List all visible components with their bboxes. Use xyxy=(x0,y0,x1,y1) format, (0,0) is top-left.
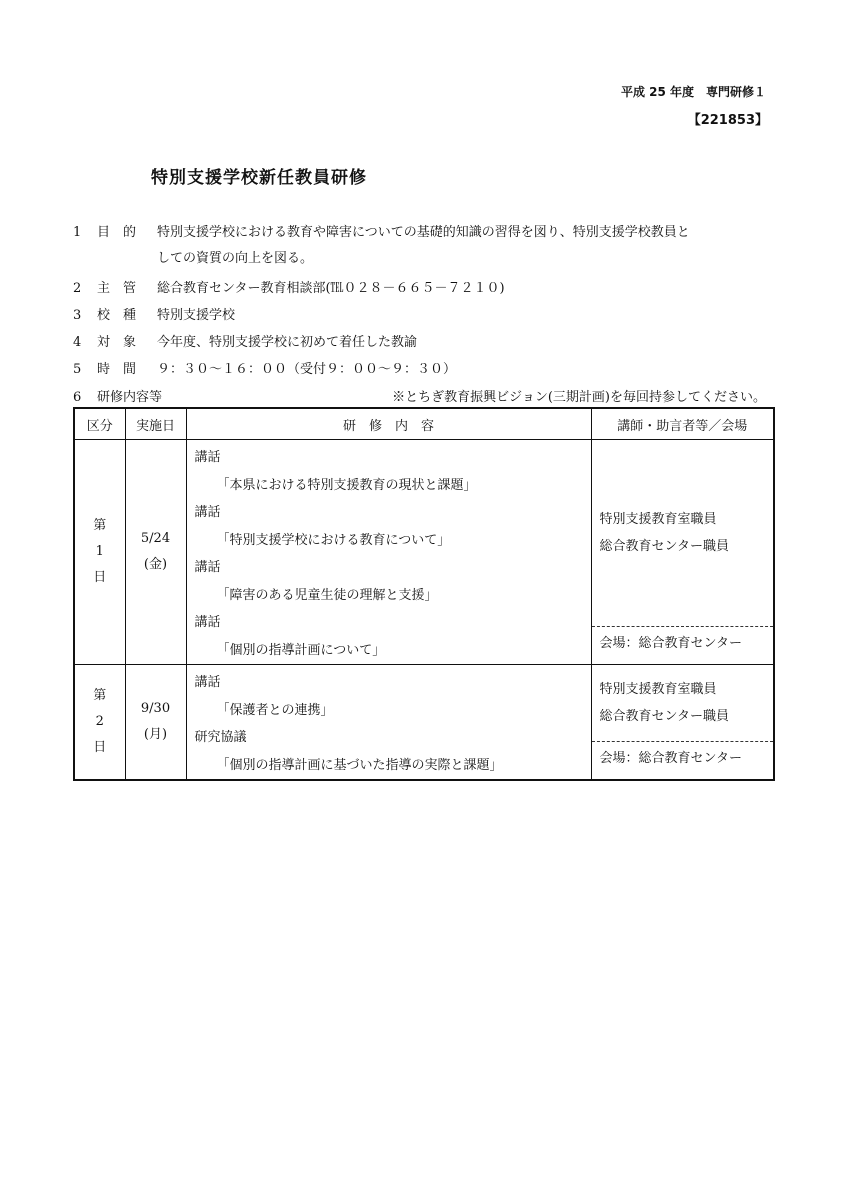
session-type: 講話 xyxy=(194,505,221,520)
page-title: 特別支援学校新任教員研修 xyxy=(151,168,367,188)
header-category: 区分 xyxy=(74,408,125,440)
schedule-table xyxy=(73,407,775,781)
purpose-text-line1: 特別支援学校における教育や障害についての基礎的知識の習得を図り、特別支援学校教員と xyxy=(157,225,690,240)
day-cell xyxy=(74,440,125,665)
session-type: 講話 xyxy=(194,560,221,575)
section-target xyxy=(73,331,157,350)
venue-label: 会場：総合教育センター xyxy=(592,626,774,661)
session-topic: 「障害のある児童生徒の理解と支援」 xyxy=(216,587,438,603)
session-topic: 「個別の指導計画に基づいた指導の実際と課題」 xyxy=(216,757,503,773)
lecturer-name: 特別支援教育室職員 xyxy=(599,512,717,527)
day-char: 1 xyxy=(95,544,104,559)
section-number: 2 xyxy=(73,281,82,296)
section-label: 対 象 xyxy=(97,335,137,350)
header-content: 研 修 内 容 xyxy=(186,408,591,440)
school-text: 特別支援学校 xyxy=(157,308,236,323)
day-cell xyxy=(74,665,125,781)
section-label: 主 管 xyxy=(97,281,137,296)
section-number: 3 xyxy=(73,308,82,323)
table-header-row xyxy=(74,408,774,440)
header-date: 実施日 xyxy=(125,408,186,440)
venue-label: 会場：総合教育センター xyxy=(592,741,774,776)
section-label: 目 的 xyxy=(97,225,137,240)
weekday-value: (月) xyxy=(143,727,168,742)
date-value: 5/24 xyxy=(140,531,171,546)
header-lecturer: 講師・助言者等／会場 xyxy=(591,408,774,440)
section-label: 校 種 xyxy=(97,308,137,323)
session-topic: 「本県における特別支援教育の現状と課題」 xyxy=(216,477,477,493)
lecturer-name: 総合教育センター職員 xyxy=(599,709,729,724)
section-purpose xyxy=(73,221,157,240)
session-topic: 「特別支援学校における教育について」 xyxy=(216,532,451,548)
year-label: 平成 25 年度 専門研修１ xyxy=(620,85,766,99)
content-note: ※とちぎ教育振興ビジョン(三期計画)を毎回持参してください。 xyxy=(392,390,766,405)
section-label: 研修内容等 xyxy=(97,390,163,405)
section-content xyxy=(73,386,162,405)
weekday-value: (金) xyxy=(143,557,168,572)
section-number: 5 xyxy=(73,362,82,377)
table-row xyxy=(74,440,774,665)
day-char: 第 xyxy=(93,688,107,703)
session-topic: 「個別の指導計画について」 xyxy=(216,642,386,658)
course-code: 【221853】 xyxy=(687,113,768,128)
session-type: 講話 xyxy=(194,450,221,465)
day-char: 2 xyxy=(95,714,104,729)
lecturer-cell xyxy=(591,440,774,665)
host-text: 総合教育センター教育相談部(℡０２８－６６５－７２１０) xyxy=(157,281,505,296)
lecturer-name: 総合教育センター職員 xyxy=(599,539,729,554)
date-cell xyxy=(125,665,186,781)
day-char: 日 xyxy=(93,570,107,585)
section-label: 時 間 xyxy=(97,362,137,377)
content-cell xyxy=(186,440,591,665)
day-char: 第 xyxy=(93,518,107,533)
session-type: 講話 xyxy=(194,615,221,630)
section-time xyxy=(73,358,157,377)
lecturer-name: 特別支援教育室職員 xyxy=(599,682,717,697)
section-host xyxy=(73,277,157,296)
session-type: 研究協議 xyxy=(194,730,247,745)
day-char: 日 xyxy=(93,740,107,755)
target-text: 今年度、特別支援学校に初めて着任した教諭 xyxy=(157,335,418,350)
time-text: ９：３０～１６：００（受付９：００～９：３０） xyxy=(157,362,457,377)
content-cell xyxy=(186,665,591,781)
session-type: 講話 xyxy=(194,675,221,690)
section-school xyxy=(73,304,157,323)
date-cell xyxy=(125,440,186,665)
section-number: 1 xyxy=(73,225,82,240)
section-number: 4 xyxy=(73,335,82,350)
purpose-text-line2: しての資質の向上を図る。 xyxy=(157,251,314,266)
section-number: 6 xyxy=(73,390,82,405)
date-value: 9/30 xyxy=(140,701,171,716)
table-row xyxy=(74,665,774,781)
session-topic: 「保護者との連携」 xyxy=(216,702,334,718)
lecturer-cell xyxy=(591,665,774,781)
